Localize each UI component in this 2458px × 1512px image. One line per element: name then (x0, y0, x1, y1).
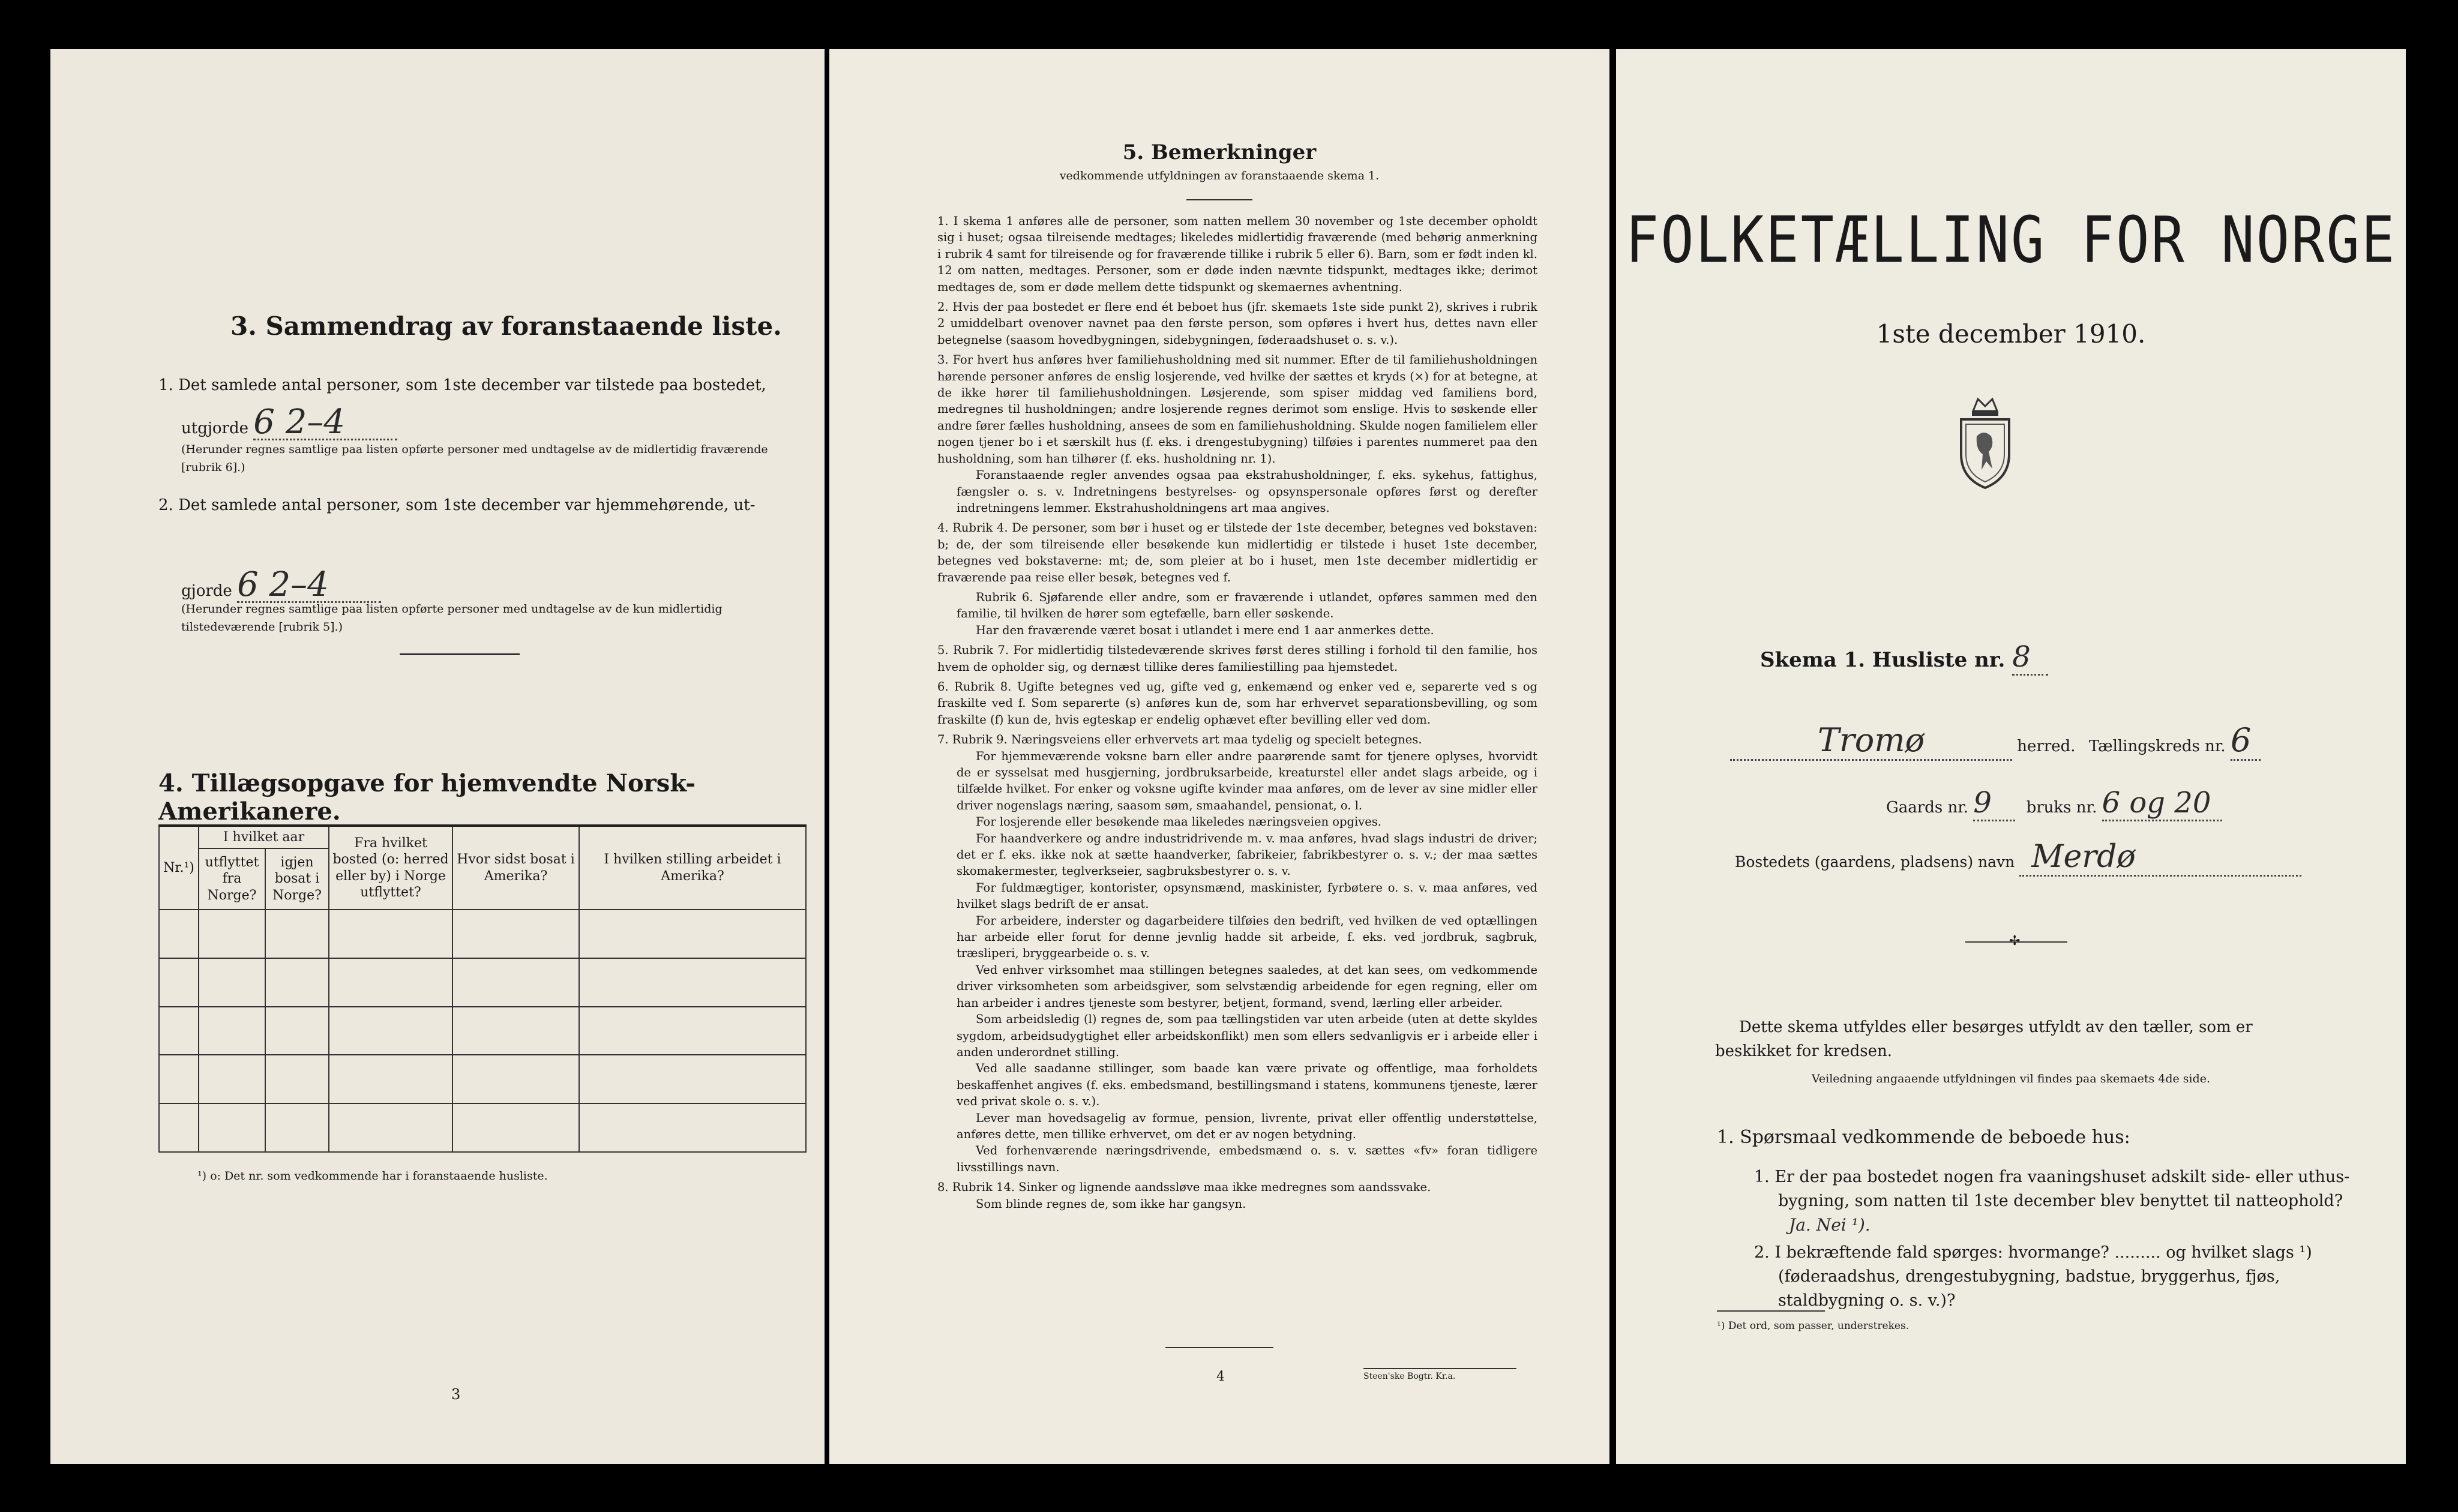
remark-7: 7. Rubrik 9. Næringsveiens eller erhvervets art maa tydelig og specielt betegnes. (937, 733, 1422, 747)
kreds-label: Tællingskreds nr. (2088, 737, 2226, 755)
remark-7g: Ved enhver virksomhet maa stillingen betegnes saaledes, at det kan sees, om vedkommende driver virksomheten som arbeidsgiver, som selvstændig arbeidende for egen regning, eller om han arbeider i andres tjeneste som bestyrer, betjent, formand, svend, lærling eller arbeider. (957, 962, 1537, 1010)
norsk-amerikanere-table (158, 824, 807, 1153)
right-page (1616, 49, 2406, 1464)
col-stilling: I hvilken stilling arbeidet i Amerika? (579, 826, 806, 910)
bruks-value: 6 og 20 (2102, 786, 2222, 821)
col-igjen: igjen bosat i Norge? (265, 848, 329, 910)
item1-text: 1. Det samlede antal personer, som 1ste december var tilstede paa bostedet, (158, 376, 766, 394)
remark-4: 4. Rubrik 4. De personer, som bør i huset og er tilstede der 1ste december, betegnes ved bokstaven: b; de, der som tilreisende eller besøkende kun midlertidig er tilstede i huset 1ste december, betegnes ved bokstaverne: mt; de, som pleier at bo i huset, men 1ste december midlertidig er fraværende paa reise eller besøk, betegnes ved f. (937, 521, 1537, 584)
instruction-text: Dette skema utfyldes eller besørges utfyldt av den tæller, som er beskikket for kredsen. (1715, 1018, 2253, 1060)
remark-7i: Ved alle saadanne stillinger, som baade kan være private og offentlige, maa forholdets beskaffenhet angives (f. eks. embedsmand, bestillingsmand i statens, kommunens tjeneste, lærer ved privat skole o. s. v.). (957, 1061, 1537, 1109)
question-1-options: Ja. Nei ¹). (1789, 1215, 1871, 1235)
remarks-list (937, 213, 1537, 1212)
census-date: 1ste december 1910. (1876, 319, 2146, 349)
right-footnote: ¹) Det ord, som passer, understrekes. (1717, 1320, 1910, 1332)
remark-8b: Som blinde regnes de, som ikke har gangsyn. (976, 1196, 1246, 1211)
item2-label: gjorde (181, 582, 232, 600)
table-row (159, 958, 806, 1007)
question-2: 2. I bekræftende fald spørges: hvormange? ......... og hvilket slags ¹) (føderaadshus, drengestubygning, badstue, bryggerhus, fjøs, staldbygning o. s. v.)? (1754, 1243, 2312, 1310)
remark-3b: Foranstaaende regler anvendes ogsaa paa ekstrahusholdninger, f. eks. sykehus, fattighus, fængsler o. s. v. Indretningens bestyrelses- og opsynspersonale opføres først og derefter indretningens lemmer. Ekstrahusholdningens art maa angives. (957, 468, 1537, 515)
col-nr: Nr.¹) (159, 826, 199, 910)
remark-8: 8. Rubrik 14. Sinker og lignende aandssløve maa ikke medregnes som aandssvake. (937, 1180, 1431, 1195)
instruction-note: Veiledning angaaende utfyldningen vil findes paa skemaets 4de side. (1811, 1072, 2211, 1085)
section4-title: 4. Tillægsopgave for hjemvendte Norsk-Amerikanere. (158, 769, 696, 826)
remark-7k: Ved forhenværende næringsdrivende, embedsmænd o. s. v. sættes «fv» foran tidligere livsstillings navn. (957, 1144, 1537, 1174)
item1-label: utgjorde (181, 419, 249, 437)
remark-2: 2. Hvis der paa bostedet er flere end ét beboet hus (jfr. skemaets 1ste side punkt 2), skrives i rubrik 2 umiddelbart ovenover navnet paa den første person, som opføres i hvert hus, dettes navn eller betegnelse (saasom hovedbygningen, sidebygningen, føderaadshuset o. s. v.). (937, 300, 1537, 347)
question-1-text: 1. Er der paa bostedet nogen fra vaaningshuset adskilt side- eller uthus-bygning, som natten til 1ste december blev benyttet til natteophold? (1754, 1168, 2350, 1210)
schema-value: 8 (2012, 640, 2048, 676)
table-row (159, 1055, 806, 1103)
item2-text: 2. Det samlede antal personer, som 1ste december var hjemmehørende, ut- (158, 496, 756, 514)
remark-7c: For losjerende eller besøkende maa likeledes næringsveien opgives. (976, 815, 1381, 829)
kreds-value: 6 (2231, 721, 2261, 761)
herred-label: herred. (2017, 737, 2076, 755)
remark-7h: Som arbeidsledig (l) regnes de, som paa tællingstiden var uten arbeide (uten at dette skyldes sygdom, arbeidsudygtighet eller arbeidskonflikt) men som ellers sedvanligvis er i arbeide eller i anden underordnet stilling. (957, 1012, 1537, 1059)
remarks-subtitle: vedkommende utfyldningen av foranstaaende skema 1. (1059, 169, 1380, 182)
ornament-icon: ✢ (2009, 934, 2021, 949)
remark-7d: For haandverkere og andre industridrivende m. v. maa anføres, hvad slags industri de driver; det er f. eks. ikke nok at sætte haandverker, fabrikeier, fabrikbestyrer o. s. v.; der maa sættes skomakermester, teglverkseier, sagbruksbestyrer o. s. v. (957, 831, 1537, 878)
gaards-value: 9 (1973, 786, 2015, 821)
item1-line (181, 403, 397, 442)
remark-5: 5. Rubrik 7. For midlertidig tilstedeværende skrives først deres stilling i forhold til den familie, hos hvem de opholder sig, og dernæst tillike deres familiestilling paa hjemstedet. (937, 643, 1537, 674)
col-hvor: Hvor sidst bosat i Amerika? (452, 826, 579, 910)
bruks-label: bruks nr. (2026, 799, 2097, 817)
item2-line (181, 565, 381, 604)
item2-value: 6 2–4 (237, 569, 381, 603)
bosted-value: Merdø (2019, 839, 2301, 877)
census-title: FOLKETÆLLING FOR NORGE (1625, 203, 2397, 278)
table-row (159, 910, 806, 958)
gaards-label: Gaards nr. (1886, 799, 1969, 817)
gaards-line (1886, 786, 2222, 821)
col-utflyttet: utflyttet fra Norge? (199, 848, 265, 910)
divider (1186, 199, 1252, 200)
item2-note: (Herunder regnes samtlige paa listen opførte personer med undtagelse av de kun midlertidig tilstedeværende [rubrik 5].) (181, 602, 723, 634)
question-1 (1754, 1165, 2372, 1238)
col-group-aar: I hvilket aar (199, 826, 329, 848)
schema-line (1760, 640, 2048, 676)
herred-value: Tromø (1730, 721, 2012, 761)
remark-6: 6. Rubrik 8. Ugifte betegnes ved ug, gifte ved g, enkemænd og enker ved e, separerte ved s og fraskilte ved f. Som separerte (s) anføres kun de, som har erhvervet separationsbevilling, og som fraskilte (f) kun de, hvis egteskap er endelig ophævet efter bevilling eller ved dom. (937, 679, 1537, 727)
bosted-line (1735, 839, 2301, 877)
col-fra: Fra hvilket bosted (o: herred eller by) i Norge utflyttet? (329, 826, 452, 910)
item1-note: (Herunder regnes samtlige paa listen opførte personer med undtagelse av de midlertidig fraværende [rubrik 6].) (181, 443, 768, 474)
left-footnote: ¹) o: Det nr. som vedkommende har i foranstaaende husliste. (197, 1169, 548, 1183)
divider (400, 653, 520, 655)
questions-heading: 1. Spørsmaal vedkommende de beboede hus: (1717, 1127, 2130, 1148)
left-page (50, 49, 825, 1464)
section3-title: 3. Sammendrag av foranstaaende liste. (230, 311, 782, 341)
norway-coat-of-arms-icon (1955, 394, 2015, 490)
remarks-title: 5. Bemerkninger (1122, 140, 1317, 164)
table-row (159, 1007, 806, 1055)
divider (1165, 1347, 1273, 1348)
remark-4b: Rubrik 6. Sjøfarende eller andre, som er fraværende i utlandet, opføres sammen med den familie, til hvilken de hører som egtefælle, barn eller søskende. (957, 590, 1537, 621)
table-row (159, 1103, 806, 1152)
remark-7e: For fuldmægtiger, kontorister, opsynsmænd, maskinister, fyrbøtere o. s. v. maa anføres, ved hvilket slags bedrift de er ansat. (957, 880, 1537, 911)
bosted-label: Bostedets (gaardens, pladsens) navn (1735, 853, 2015, 871)
remark-4c: Har den fraværende været bosat i utlandet i mere end 1 aar anmerkes dette. (976, 623, 1434, 637)
middle-page-number: 4 (1216, 1369, 1225, 1384)
remark-1: 1. I skema 1 anføres alle de personer, som natten mellem 30 november og 1ste december opholdt sig i huset; ogsaa tilreisende medtages; likeledes midlertidig fraværende (med behørig anmerkning i rubrik 4 samt for tilreisende og for fraværende tillike i rubrik 5 eller 6). Barn, som er født inden kl. 12 om natten, medtages. Personer, som er døde inden nævnte tidspunkt, medtages ikke; derimot medtages de, som er døde mellem dette tidspunkt og skemaernes avhentning. (937, 214, 1537, 294)
left-page-number: 3 (451, 1386, 461, 1403)
remark-7j: Lever man hovedsagelig av formue, pension, livrente, privat eller offentlig understøttelse, anføres dette, men tillike erhvervet, om det er av nogen betydning. (957, 1111, 1537, 1141)
middle-page (829, 49, 1609, 1464)
herred-line (1730, 721, 2384, 761)
item1-value: 6 2–4 (253, 406, 397, 440)
remark-7b: For hjemmeværende voksne barn eller andre paarørende samt for tjenere oplyses, hvorvidt de er sysselsat med husgjerning, jordbruksarbeide, kreaturstel eller andet slags arbeide, og i tilfælde hvilket. For enker og voksne ugifte kvinder maa anføres, om de lever av sine midler eller driver nogenslags næring, saasom søm, smaahandel, pensionat, o. l. (957, 749, 1537, 812)
schema-label: Skema 1. Husliste nr. (1760, 648, 2006, 672)
divider (1717, 1310, 1825, 1312)
printer-mark: Steen'ske Bogtr. Kr.a. (1363, 1368, 1516, 1381)
remark-7f: For arbeidere, inderster og dagarbeidere tilføies den bedrift, ved hvilken de ved optællingen har arbeide eller forut for denne jevnlig hadde sit arbeide, f. eks. ved jordbruk, sagbruk, træsliperi, bryggearbeide o. s. v. (957, 913, 1537, 961)
remark-3: 3. For hvert hus anføres hver familiehusholdning med sit nummer. Efter de til familiehusholdningen hørende personer anføres de enslig losjerende, ved hvilke der sættes et kryds (×) for at betegne, at de ikke hører til familiehusholdningen. Løsjerende, som spiser middag ved familiens bord, medregnes til husholdningen; andre losjerende regnes derimot som enslige. Hvis to søskende eller andre fører fælles husholdning, ansees de som en familiehusholdning. Skulde nogen familielem eller nogen tjener bo i et særskilt hus (f. eks. i drengestubygning) tilføies i parentes nummeret paa den husholdning, som han tilhører (f. eks. husholdning nr. 1). (937, 353, 1537, 466)
